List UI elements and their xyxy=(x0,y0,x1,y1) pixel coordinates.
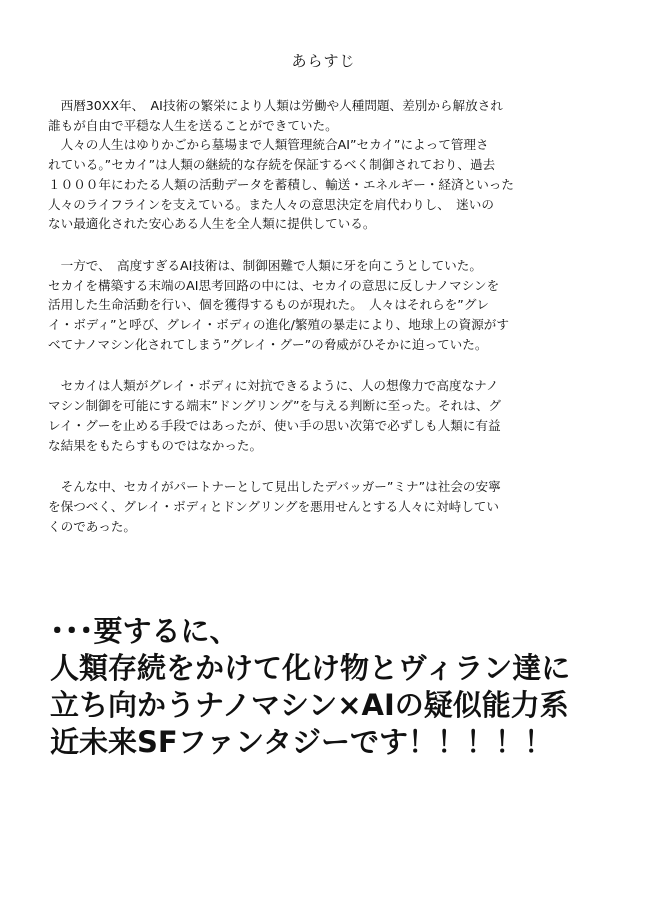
paragraph-4 xyxy=(48,477,608,536)
summary-headline xyxy=(50,613,630,761)
headline-line: 立ち向かうナノマシン×AIの疑似能力系 xyxy=(50,688,569,722)
text-line: を保つべく、グレイ・ボディとドングリングを悪用せんとする人々に対峙してい xyxy=(48,498,499,514)
text-line: 誰もが自由で平穏な人生を送ることができていた。 xyxy=(48,117,338,133)
text-line: 人々のライフラインを支えている。また人々の意思決定を肩代わりし、 迷いの xyxy=(48,196,494,212)
text-line: 西暦30XX年、 AI技術の繁栄により人類は労働や人種問題、差別から解放され xyxy=(48,98,503,113)
text-line: な結果をもたらすものではなかった。 xyxy=(48,437,263,453)
text-line: そんな中、セカイがパートナーとして見出したデバッガー”ミナ”は社会の安寧 xyxy=(48,479,501,495)
text-line: 一方で、 高度すぎるAI技術は、制御困難で人類に牙を向こうとしていた。 xyxy=(48,257,482,273)
headline-line: ･･･要するに、 xyxy=(50,614,239,648)
text-line: くのであった。 xyxy=(48,518,137,534)
paragraph-1 xyxy=(48,96,608,234)
text-line: レイ・グーを止める手段ではあったが、使い手の思い次第で必ずしも人類に有益 xyxy=(48,417,501,433)
text-line: イ・ボディ”と呼び、グレイ・ボディの進化/繁殖の暴走により、地球上の資源がす xyxy=(48,317,509,333)
text-line: マシン制御を可能にする端末”ドングリング”を与える判断に至った。それは、グ xyxy=(48,398,502,414)
text-line: 人々の人生はゆりかごから墓場まで人類管理統合AI”セカイ”によって管理さ xyxy=(48,137,489,153)
text-line: １０００年にわたる人類の活動データを蓄積し、輸送・エネルギー・経済といった xyxy=(48,176,514,192)
text-line: れている。”セカイ”は人類の継続的な存続を保証するべく制御されており、過去 xyxy=(48,157,496,173)
paragraph-3 xyxy=(48,376,608,455)
paragraph-2 xyxy=(48,256,608,355)
text-line: ない最適化された安心ある人生を全人類に提供している。 xyxy=(48,216,376,232)
headline-line: 近未来SFファンタジーです！！！！！ xyxy=(50,725,553,759)
text-line: 活用した生命活動を行い、個を獲得するものが現れた。 人々はそれらを”グレ xyxy=(48,297,490,313)
page-title: あらすじ xyxy=(291,52,356,70)
synopsis-body xyxy=(48,96,608,558)
headline-line: 人類存続をかけて化け物とヴィラン達に xyxy=(50,651,571,685)
text-line: セカイを構築する末端のAI思考回路の中には、セカイの意思に反しナノマシンを xyxy=(48,277,500,293)
text-line: セカイは人類がグレイ・ボディに対抗できるように、人の想像力で高度なナノ xyxy=(48,378,499,394)
text-line: べてナノマシン化されてしまう”グレイ・グー”の脅威がひそかに迫っていた。 xyxy=(48,336,488,352)
